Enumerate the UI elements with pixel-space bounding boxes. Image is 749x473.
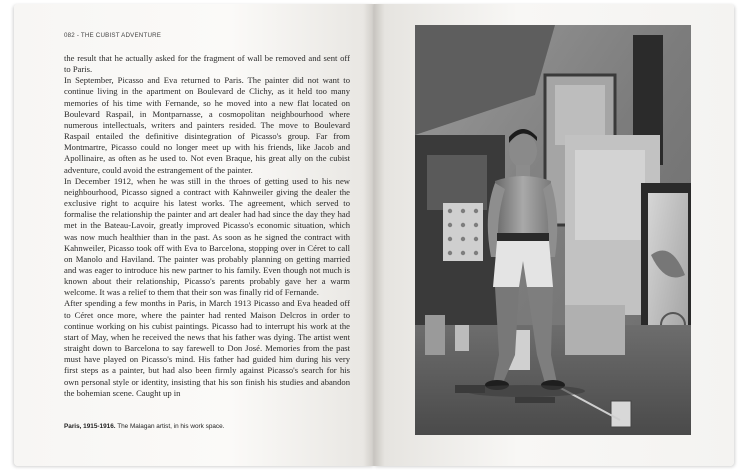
caption-text: The Malagan artist, in his work space.: [115, 423, 225, 430]
running-head: 082 - THE CUBIST ADVENTURE: [64, 32, 162, 39]
body-text: [64, 53, 350, 399]
paragraph: In September, Picasso and Eva returned to Paris. The painter did not want to continue living in the apartment on Boulevard de Clichy, as it held too many memories of his time with Fernande, so he moved into a new flat located on Boulevard Raspail, in Montparnasse, a cosmopolitan neighbourhood where numerous intellectuals, writers and painters resided. The move to Boulevard Raspail entailed the definitive disintegration of Picasso's group. Far from Montmartre, Picasso could no longer meet up with his friends, like Jacob and Apollinaire, as often as he used to. Not even Braque, his great ally on the cubist adventure, could avoid the estrangement of the painter.: [64, 75, 350, 175]
paragraph: In December 1912, when he was still in the throes of getting used to his new neighbourhood, Picasso signed a contract with Kahnweiler giving the dealer the exclusive right to acquire his latest works. The agreement, which served to formalise the relationship the painter and art dealer had had since the day they had met in the Bateau-Lavoir, greatly improved Picasso's economic situation, which was now much healthier than in the past. As soon as he signed the contract with Kahnweiler, Picasso took off with Eva to Barcelona, stopping over in Céret to call on Manolo and Haviland. The painter was probably planning on getting married and was eager to introduce his new partner to his family. Even though not much is known about their relationship, Picasso's parents probably gave her a warm welcome. It was a relief to them that their son was finally rid of Fernande.: [64, 175, 350, 298]
paragraph: the result that he actually asked for the fragment of wall be removed and sent off to Paris.: [64, 53, 350, 75]
photo-image: [415, 25, 691, 435]
studio-photograph: [415, 25, 691, 435]
photo-caption: [64, 423, 224, 430]
paragraph: After spending a few months in Paris, in March 1913 Picasso and Eva headed off to Céret once more, where the painter had rented Maison Delcros in order to continue working on his cubist paintings. Picasso had to interrupt his work at the start of May, when he received the news that his father was dying. The artist went straight down to Barcelona to say farewell to Don José. Memories from the past must have played on Picasso's mind. His father had guided him during his very first steps as a painter, but had also been firmly against Picasso's search for his own personal style or identity, insisting that his son finish his studies and abandon the bohemian scene. Caught up in: [64, 298, 350, 398]
caption-date: Paris, 1915-1916.: [64, 423, 116, 430]
